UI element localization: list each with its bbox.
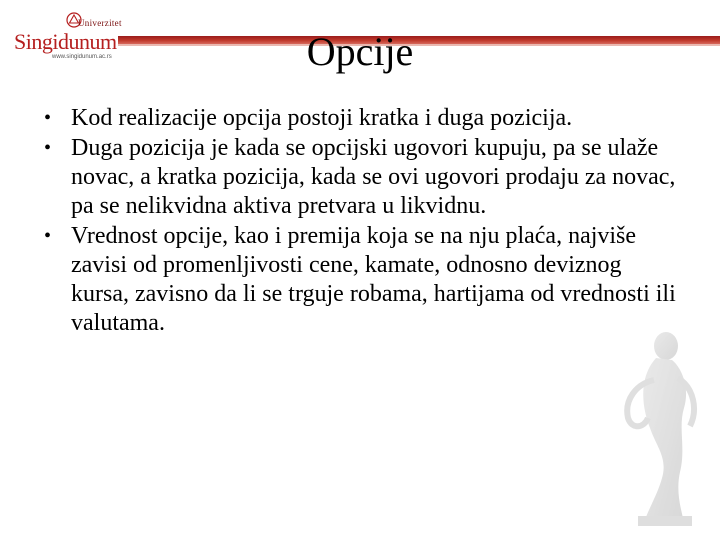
bullet-list bbox=[36, 104, 676, 339]
logo-name: Singidunum bbox=[14, 29, 117, 54]
slide-title-text: Opcije bbox=[306, 29, 414, 74]
bullet-dot-icon: • bbox=[44, 107, 52, 129]
bullet-dot-icon: • bbox=[44, 137, 52, 159]
bullet-text: Duga pozicija je kada se opcijski ugovori kupuju, pa se ulaže novac, a kratka pozicija, kada se ovi ugovori prodaju za novac, pa se nelikvidna aktiva pretvara u likvidnu. bbox=[71, 135, 676, 219]
bullet-item bbox=[36, 104, 676, 133]
bullet-item bbox=[36, 134, 676, 221]
bullet-text: Vrednost opcije, kao i premija koja se na nju plaća, najviše zavisi od promenljivosti cene, kamate, odnosno deviznog kursa, zavisno da li se trguje robama, hartijama od vrednosti ili valutama. bbox=[71, 223, 676, 336]
logo-top-text: Univerzitet bbox=[78, 18, 122, 28]
statue-watermark-icon bbox=[598, 318, 708, 528]
bullet-text: Kod realizacije opcija postoji kratka i duga pozicija. bbox=[71, 105, 573, 131]
logo-url: www.singidunum.ac.rs bbox=[52, 54, 112, 60]
bullet-item bbox=[36, 222, 676, 338]
bullet-dot-icon: • bbox=[44, 225, 52, 247]
slide-title bbox=[0, 28, 720, 76]
